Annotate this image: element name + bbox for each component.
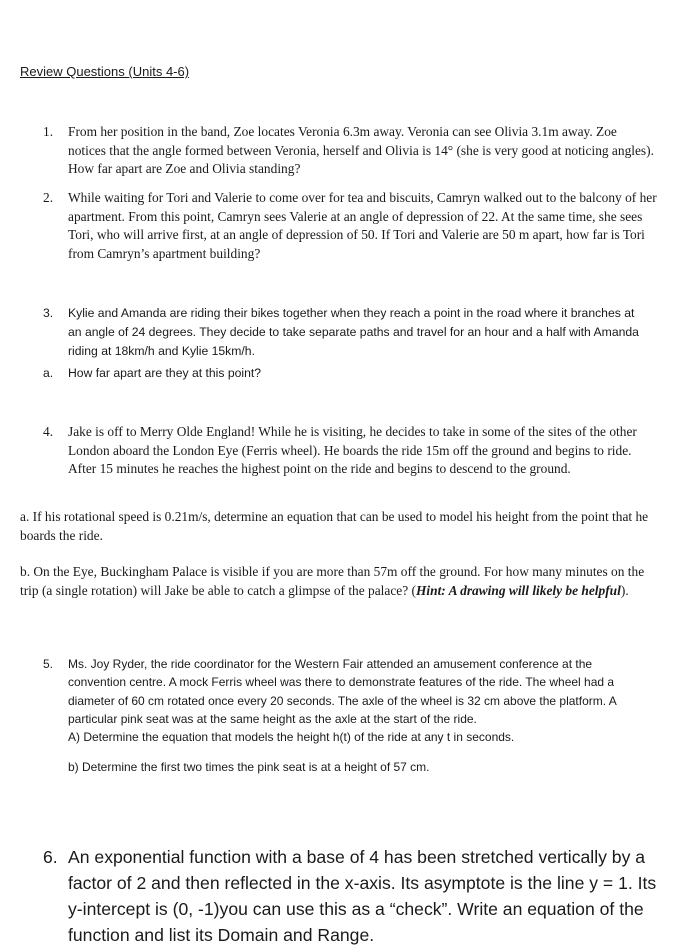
part-b-text: b. On the Eye, Buckingham Palace is visible if you are more than 57m off the ground. For how many minutes on the trip (a single rotation) will Jake be able to catch a glimpse of the palace? ( [20,564,645,598]
question-4-part-b [20,563,660,600]
sub-question-label: a. [43,366,54,380]
question-number: 1. [43,124,54,139]
question-text: While waiting for Tori and Valerie to come over for tea and biscuits, Camryn walked out to the balcony of her apartment. From this point, Camryn sees Valerie at an angle of depression of 22. At the same time, she sees Tori, who will arrive first, at an angle of depression of 50. If Tori and Valerie are 50 m apart, how far is Tori from Camryn’s apartment building? [68,190,657,261]
sub-question-text: How far apart are they at this point? [68,366,262,380]
question-4-part-a: a. If his rotational speed is 0.21m/s, determine an equation that can be used to model his height from the point that he boards the ride. [20,509,649,543]
question-text: Kylie and Amanda are riding their bikes together when they reach a point in the road where it branches at an angle of 24 degrees. They decide to take separate paths and travel for an hour and a half with Amanda riding at 18km/h and Kylie 15km/h. [68,306,639,358]
question-number: 4. [43,424,54,439]
question-number: 6. [43,847,58,867]
question-text: Ms. Joy Ryder, the ride coordinator for the Western Fair attended an amusement conference at the convention centre. A mock Ferris wheel was there to demonstrate features of the ride. The wheel had a diameter of 60 cm rotated once every 20 seconds. The axle of the wheel is 32 cm above the platform. A particular pink seat was at the same height as the axle at the start of the ride. [68,657,617,726]
page-title: Review Questions (Units 4-6) [20,64,190,79]
question-number: 5. [43,657,54,671]
question-number: 3. [43,306,54,320]
hint-text: Hint: A drawing will likely be helpful [416,582,621,598]
question-number: 2. [43,190,54,205]
part-b-end: ). [620,582,629,598]
question-text: From her position in the band, Zoe locates Veronia 6.3m away. Veronia can see Olivia 3.1m away. Zoe notices that the angle formed between Veronia, herself and Olivia is 14° (she is very good at noticing angles). How far apart are Zoe and Olivia standing? [68,124,654,176]
question-body [68,655,648,777]
question-5-part-a: A) Determine the equation that models the height h(t) of the ride at any t in seconds. [68,730,515,745]
question-5-part-b: b) Determine the first two times the pink seat is at a height of 57 cm. [68,760,430,775]
question-text: Jake is off to Merry Olde England! While he is visiting, he decides to take in some of the sites of the other London aboard the London Eye (Ferris wheel). He boards the ride 15m off the ground and begins to ride. After 15 minutes he reaches the highest point on the ride and begins to descend to the ground. [68,424,637,476]
question-text: An exponential function with a base of 4 has been stretched vertically by a factor of 2 and then reflected in the x-axis. Its asymptote is the line y = 1. Its y-intercept is (0, -1)you can use this as a “check”. Write an equation of the function and list its Domain and Range. [68,847,657,945]
